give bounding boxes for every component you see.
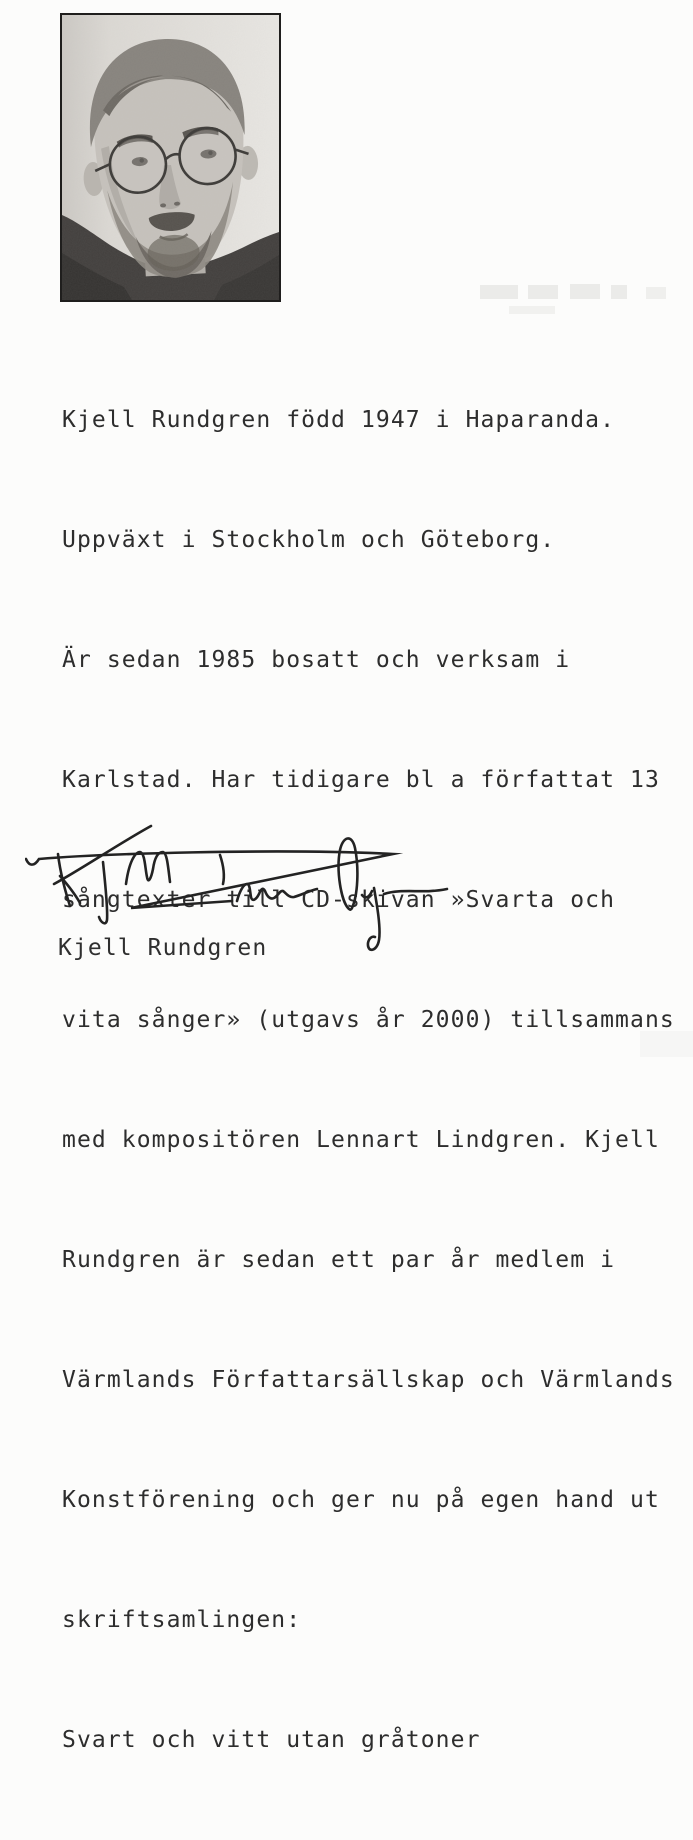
bio-line: Är sedan 1985 bosatt och verksam i — [62, 647, 571, 673]
scan-artifact — [480, 285, 518, 299]
scan-artifact — [509, 306, 555, 314]
scan-artifact — [646, 287, 666, 299]
bio-line: Kjell Rundgren född 1947 i Haparanda. — [62, 407, 616, 433]
scan-artifact — [611, 285, 627, 299]
bio-line: Värmlands Författarsällskap och Värmlands — [62, 1367, 675, 1393]
bio-line: vita sånger» (utgavs år 2000) tillsammans — [62, 1007, 675, 1033]
scan-artifact — [528, 285, 558, 299]
bio-line: Svart och vitt utan gråtoner — [62, 1727, 481, 1753]
portrait-photo — [62, 15, 279, 300]
scan-artifact — [570, 284, 600, 299]
bio-line: sångtexter till CD-skivan »Svarta och — [62, 887, 616, 913]
bio-line: Uppväxt i Stockholm och Göteborg. — [62, 527, 556, 553]
signature-caption: Kjell Rundgren — [58, 935, 268, 961]
bio-line: Rundgren är sedan ett par år medlem i — [62, 1247, 616, 1273]
bio-line: Karlstad. Har tidigare bl a författat 13 — [62, 767, 660, 793]
biography-text — [62, 320, 690, 1840]
portrait-photo-frame — [60, 13, 281, 302]
bio-line: med kompositören Lennart Lindgren. Kjell — [62, 1127, 660, 1153]
bio-line: Konstförening och ger nu på egen hand ut — [62, 1487, 660, 1513]
bio-line: skriftsamlingen: — [62, 1607, 302, 1633]
